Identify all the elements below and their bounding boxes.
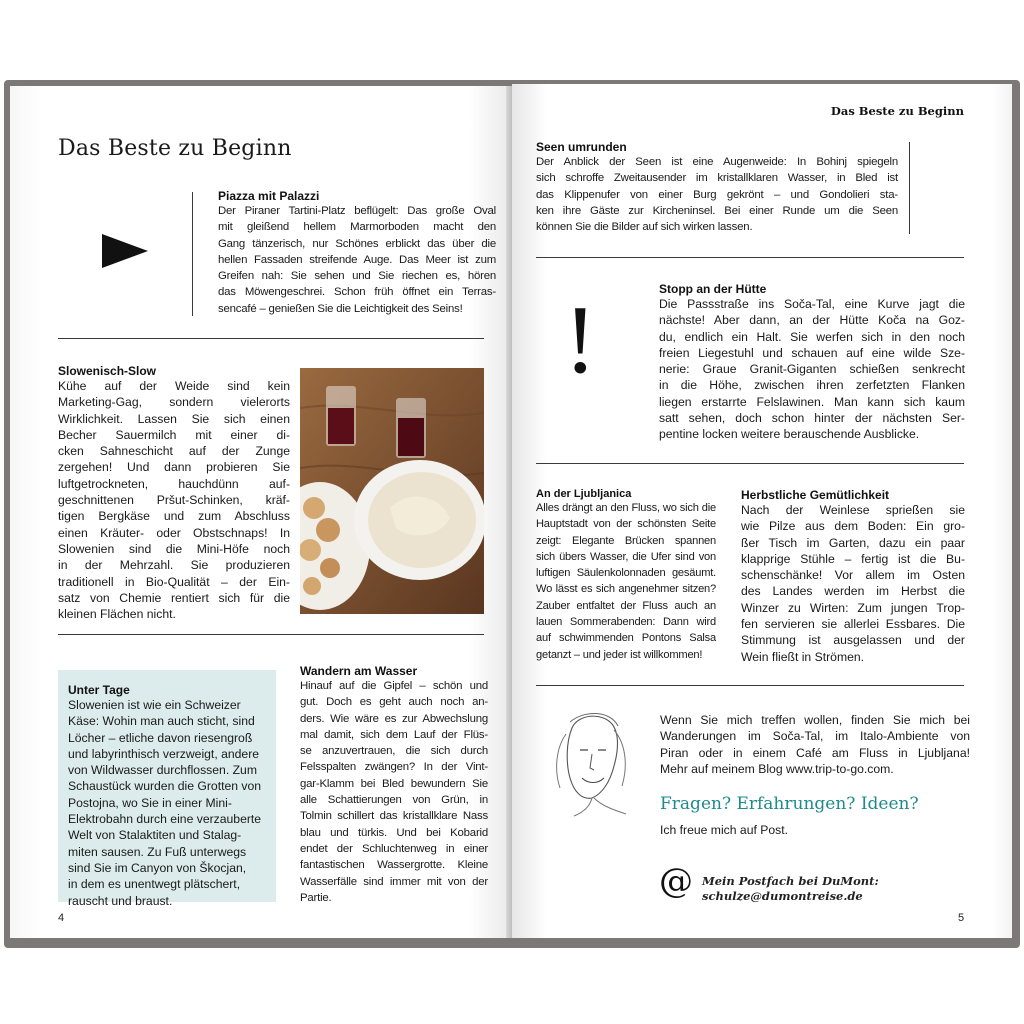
text-line: Hinauf auf die Gipfel – schön und: [300, 680, 488, 692]
text-line: Postojna, wo Sie in einer Mini-: [68, 795, 232, 810]
text-line: sich übers Wasser, die Ufer sind von: [536, 550, 716, 563]
text-line: sich schroffe Zweitausender im kristallklaren Wasser, in Bled ist: [536, 172, 898, 185]
section-body: [58, 378, 290, 622]
text-line: nerie: Graue Granit-Giganten schießen senkrecht: [659, 362, 965, 377]
text-line: tigen Bergkäse und zum Abschluss: [58, 509, 290, 524]
text-line: das Möwengeschrei. Schon früh öffnet ein Terras-: [218, 286, 496, 299]
text-line: ders. Wie wäre es zur Abwechslung: [300, 712, 488, 725]
left-page: [10, 86, 510, 938]
text-line: traditionell in Bio-Qualität – der Ein-: [58, 574, 290, 589]
text-line: Mehr auf meinem Blog www.trip-to-go.com.: [660, 761, 894, 776]
text-line: nächste! Aber dann, an der Hütte Koča na Goz-: [659, 313, 965, 328]
section-body: [659, 296, 965, 443]
text-line: können Sie die Bilder auf sich wirken lassen.: [536, 221, 753, 234]
text-line: Wo lässt es sich angenehmer sitzen?: [536, 583, 716, 596]
section-title: Herbstliche Gemütlichkeit: [741, 488, 890, 502]
section-body: [741, 502, 965, 665]
section-body: [218, 203, 496, 317]
running-head: Das Beste zu Beginn: [830, 104, 964, 118]
text-line: zeigt: Elegante Brücken spannen: [536, 534, 716, 547]
text-line: Elektrobahn durch eine verzauberte: [68, 812, 262, 827]
questions-heading: Fragen? Erfahrungen? Ideen?: [660, 794, 919, 814]
section-ljubljanica: [536, 488, 716, 663]
section-title: Stopp an der Hütte: [659, 282, 767, 296]
section-herbst: [741, 488, 965, 665]
text-line: Partie.: [300, 891, 332, 904]
divider-horizontal: [536, 685, 964, 686]
text-line: in dem es unentwegt plätschert,: [68, 877, 241, 892]
text-line: miten sausen. Zu Fuß unterwegs: [68, 844, 247, 859]
section-seen: [536, 140, 898, 235]
text-line: in der Mehrzahl. Sie produzieren: [58, 558, 290, 573]
author-text: [660, 712, 970, 777]
text-line: luftigen Säulenkolonnaden gesäumt.: [536, 567, 716, 580]
text-line: ßer Tisch im Garten, dazu ein paar: [741, 535, 965, 550]
text-line: mal damit, sich dem Lauf der Flüs-: [300, 728, 488, 741]
text-line: wie Pilze aus dem Boden: Ein gro-: [741, 519, 965, 534]
freue-text: Ich freue mich auf Post.: [660, 823, 789, 837]
divider-vertical: [192, 192, 193, 316]
section-unter-tage: [68, 683, 268, 909]
section-title: Seen umrunden: [536, 140, 627, 154]
text-line: alle Schattierungen von Grün, in: [300, 794, 488, 807]
section-body: [536, 154, 898, 235]
text-line: in die Höhe, zwischen ihren zerfetzten Flanken: [659, 378, 965, 393]
text-line: Wirklichkeit. Lassen Sie sich einen: [58, 411, 290, 426]
text-line: sind Sie im Canyon von Škocjan,: [68, 860, 247, 875]
section-stopp: [659, 282, 965, 443]
text-line: zergehen! Und dann probieren Sie: [58, 460, 290, 475]
text-line: Marketing-Gag, sondern vielerorts: [58, 395, 290, 410]
email-link[interactable]: schulze@dumontreise.de: [702, 889, 863, 903]
text-line: Piran oder in einem Café am Fluss in Ljubljana!: [660, 745, 970, 760]
text-line: Wasserfälle sind immer mit von der: [300, 875, 488, 888]
text-line: von Wildwasser durchflossen. Zum: [68, 763, 257, 778]
divider-vertical: [909, 142, 910, 234]
right-page: [512, 84, 1012, 938]
section-title: Piazza mit Palazzi: [218, 189, 320, 203]
text-line: klapprige Stühle – fertig ist die Bu-: [741, 551, 965, 566]
text-line: Wenn Sie mich treffen wollen, finden Sie mich bei: [660, 713, 970, 727]
text-line: Slowenien sind die Mini-Höfe noch: [58, 541, 290, 556]
text-line: Alles drängt an den Fluss, wo sich die: [536, 502, 716, 514]
text-line: einen Kräuter- oder Obstschnaps! In: [58, 525, 290, 540]
text-line: luftgetrockneten, hauchdünn auf-: [58, 476, 290, 491]
text-line: gut. Doch es geht auch noch an-: [300, 696, 488, 709]
text-line: Hauptstadt von der schönsten Seite: [536, 518, 716, 531]
divider-horizontal: [536, 463, 964, 464]
divider-horizontal: [58, 338, 484, 339]
text-line: liegen erstarrte Felslawinen. Man kann sich kaum: [659, 394, 965, 409]
text-line: schenschänke! Vor allem im Osten: [741, 568, 965, 583]
text-line: Tolmin schillert das kristallklare Nass: [300, 810, 488, 823]
divider-horizontal: [536, 257, 964, 258]
text-line: Der Piraner Tartini-Platz beflügelt: Das große Oval: [218, 205, 496, 217]
text-line: rauscht und braust.: [68, 893, 173, 908]
divider-horizontal: [58, 634, 484, 635]
text-line: gar-Klamm bei Bled bewundern Sie: [300, 777, 488, 790]
text-line: Käse: Wohin man auch sticht, sind: [68, 714, 255, 729]
text-line: Wanderungen im Soča-Tal, im Italo-Ambiente von: [660, 729, 970, 744]
text-line: fantastischen Wassergrotte. Kleine: [300, 859, 488, 872]
author-portrait: [544, 708, 634, 818]
text-line: Becher Sauermilch mit einer di-: [58, 427, 290, 442]
page-heading: Das Beste zu Beginn: [58, 136, 292, 161]
text-line: geschnittenen Pršut-Schinken, kräf-: [58, 493, 290, 508]
section-body: [68, 697, 268, 909]
text-line: kleinen Flächen nicht.: [58, 607, 176, 622]
section-title: Slowenisch-Slow: [58, 364, 157, 378]
text-line: freien Liegestuhl und schauen auf eine wilde Sze-: [659, 345, 965, 360]
text-line: Stimmung ist ausgelassen und der: [741, 633, 965, 648]
text-line: Felsspalten zwängen? In der Vint-: [300, 761, 488, 774]
section-title: Unter Tage: [68, 683, 130, 697]
food-photo-art: [300, 368, 484, 614]
section-piazza: [218, 189, 496, 317]
text-line: se anzuvertrauen, die sich durch: [300, 745, 488, 758]
text-line: endet der Schluchtenweg in einer: [300, 842, 488, 855]
text-line: des Landes werden im Herbst die: [741, 584, 965, 599]
text-line: du, endlich ein Halt. Sie werfen sich in den noch: [659, 329, 965, 344]
section-slowenisch: [58, 364, 290, 622]
section-body: [536, 500, 716, 663]
text-line: Zauber entfaltet der Fluss auch an: [536, 599, 716, 612]
text-line: Gang tänzerisch, nur Schönes erblickt das über die: [218, 237, 496, 250]
text-line: Winzer zu Wirten: Zum jungen Trop-: [741, 600, 965, 615]
text-line: auf schwimmenden Pontons Salsa: [536, 632, 716, 645]
text-line: Kühe auf der Weide sind kein: [58, 379, 290, 393]
text-line: lauen Sommerabenden: Dann wird: [536, 616, 716, 629]
page-number: 5: [958, 912, 965, 924]
play-arrow-icon: [102, 234, 150, 268]
text-line: Greifen nah: Sie sehen und Sie riechen es, hören: [218, 270, 496, 283]
exclamation-icon: !: [564, 286, 597, 394]
text-line: satt sehen, doch schon hinter der nächsten Ser-: [659, 411, 965, 426]
text-line: cken Sahneschicht auf der Zunge: [58, 444, 290, 459]
text-line: ken ihre Gäste zur Kircheninsel. Bei einer Runde um die Seen: [536, 204, 898, 217]
text-line: getanzt – und jeder ist willkommen!: [536, 648, 703, 661]
text-line: pentine locken weitere berauschende Ausblicke.: [659, 427, 920, 442]
text-line: satz von Chemie rentiert sich für die: [58, 590, 290, 605]
text-line: Schaustück wurden die Grotten von: [68, 779, 262, 794]
text-line: das Klippenufer von einer Burg gekrönt – und Gondolieri sta-: [536, 188, 898, 201]
text-line: Welt von Stalaktiten und Stalag-: [68, 828, 242, 843]
text-line: blau und türkis. Und bei Kobarid: [300, 826, 488, 839]
text-line: Löcher – etliche davon riesengroß: [68, 730, 253, 745]
food-photo: [300, 368, 484, 614]
text-line: hellen Fassaden streifende Auge. Das Meer ist zum: [218, 253, 496, 266]
section-wandern: [300, 664, 488, 906]
text-line: Nach der Weinlese sprießen sie: [741, 503, 965, 517]
postfach-label: Mein Postfach bei DuMont:: [702, 874, 879, 888]
page-number: 4: [58, 912, 65, 924]
text-line: Der Anblick der Seen ist eine Augenweide: In Bohinj spiegeln: [536, 156, 898, 168]
text-line: sencafé – genießen Sie die Leichtigkeit des Seins!: [218, 302, 463, 315]
section-title: Wandern am Wasser: [300, 664, 418, 678]
text-line: fen servieren sie allerlei Essbares. Die: [741, 617, 965, 632]
section-title: An der Ljubljanica: [536, 488, 632, 500]
text-line: und labyrinthisch verzweigt, andere: [68, 746, 260, 761]
text-line: Die Passstraße ins Soča-Tal, eine Kurve jagt die: [659, 297, 965, 311]
text-line: Slowenien ist wie ein Schweizer: [68, 698, 241, 712]
author-section: [660, 712, 970, 777]
at-icon: @: [659, 861, 693, 901]
text-line: mit gleißend hellem Marmorboden macht den: [218, 221, 496, 234]
text-line: Wein fließt in Strömen.: [741, 649, 865, 664]
section-body: [300, 678, 488, 906]
